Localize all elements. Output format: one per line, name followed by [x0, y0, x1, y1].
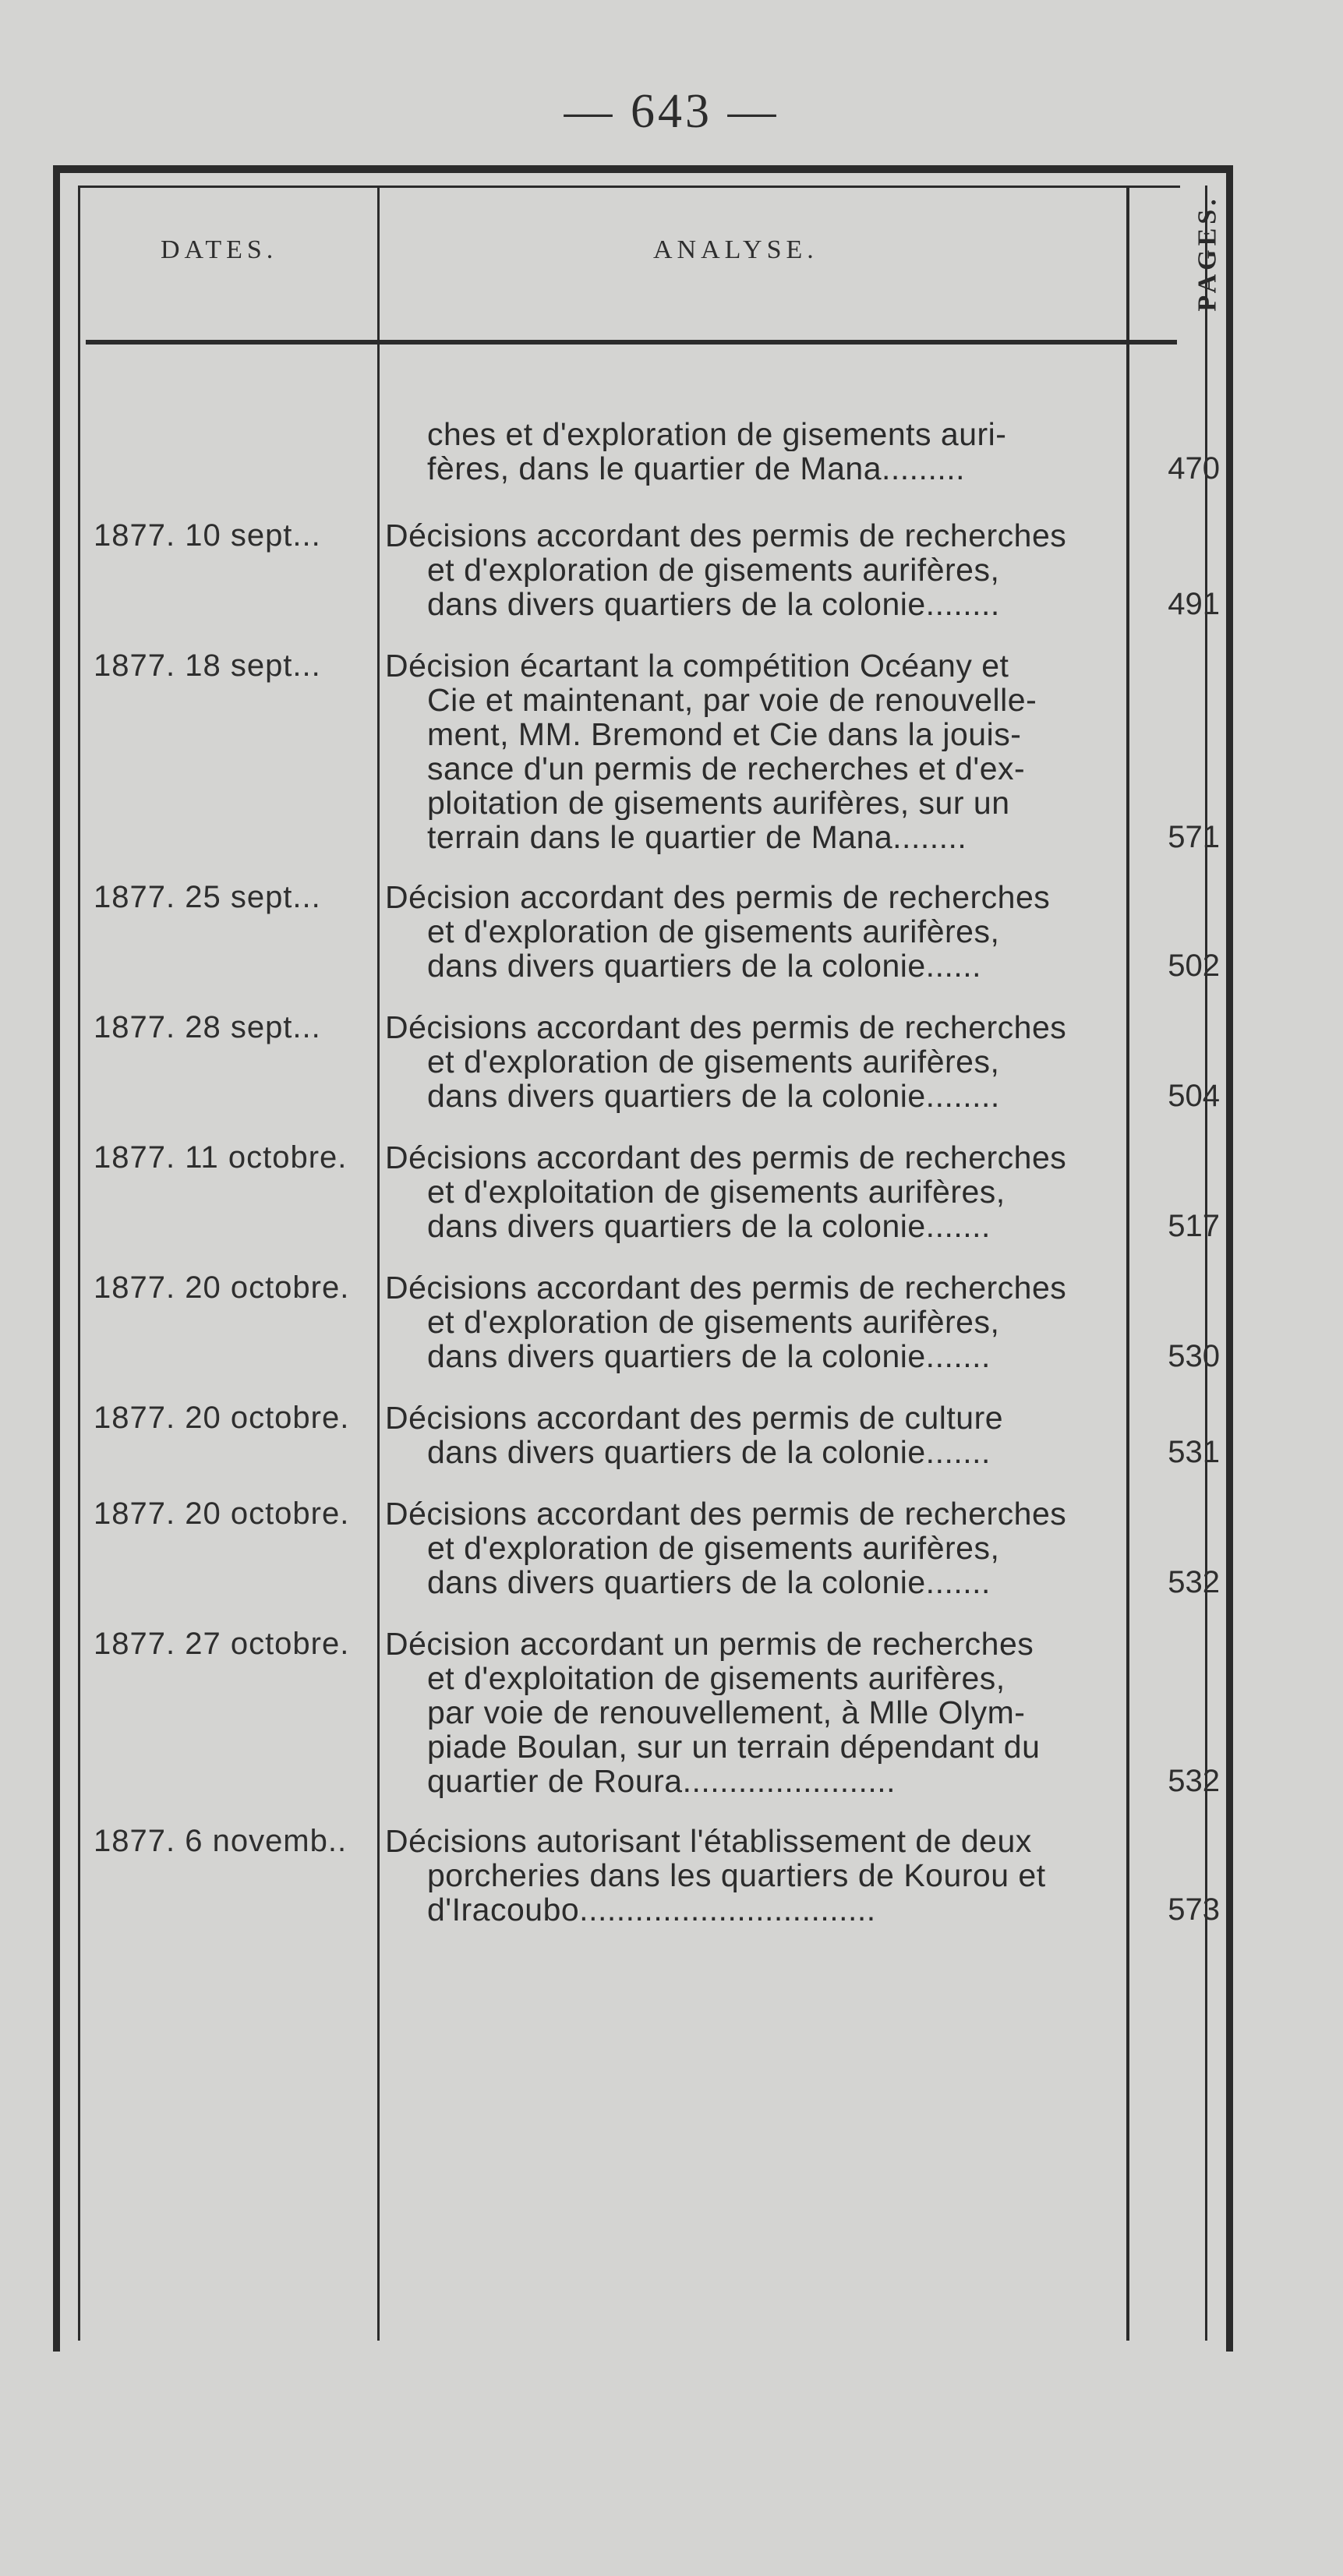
analysis-line: sance d'un permis de recherches et d'ex- — [427, 751, 1026, 786]
column-divider-pages — [1126, 186, 1129, 2341]
entry-analysis — [385, 1140, 1122, 1243]
analysis-line: terrain dans le quartier de Mana........ — [427, 820, 967, 854]
entry-page: 504 — [1168, 1079, 1220, 1113]
analysis-line: fères, dans le quartier de Mana......... — [427, 451, 966, 486]
analysis-line: Décision accordant un permis de recherches — [385, 1627, 1034, 1661]
analysis-line: Cie et maintenant, par voie de renouvelle- — [427, 683, 1037, 717]
entry-date: 1877. 25 sept... — [94, 880, 321, 914]
analysis-line: Décisions accordant des permis de recherches — [385, 1496, 1067, 1531]
analysis-line: et d'exploitation de gisements aurifères, — [427, 1175, 1005, 1209]
analysis-line: Décisions accordant des permis de recherches — [385, 1140, 1067, 1175]
entry-analysis — [385, 880, 1122, 983]
entry-analysis — [385, 1401, 1122, 1469]
frame-left-inner — [78, 186, 80, 2341]
analysis-line: et d'exploration de gisements aurifères, — [427, 1044, 1000, 1079]
entry-page: 532 — [1168, 1764, 1220, 1798]
analysis-line: dans divers quartiers de la colonie....... — [427, 1339, 991, 1373]
analysis-line: Décisions accordant des permis de culture — [385, 1401, 1004, 1435]
frame-right-inner — [1205, 186, 1207, 2341]
analysis-line: porcheries dans les quartiers de Kourou et — [427, 1858, 1046, 1892]
entry-date: 1877. 6 novemb.. — [94, 1824, 348, 1858]
header-rule — [86, 340, 1177, 345]
entry-date: 1877. 11 octobre. — [94, 1140, 348, 1175]
entry-page: 530 — [1168, 1339, 1220, 1373]
analysis-line: par voie de renouvellement, à Mlle Olym- — [427, 1695, 1026, 1730]
entry-analysis — [385, 648, 1122, 854]
analysis-line: Décision accordant des permis de recherches — [385, 880, 1051, 914]
analysis-line: Décisions accordant des permis de recherches — [385, 1010, 1067, 1044]
top-rule-thin — [78, 186, 1180, 188]
frame-left-outer — [53, 165, 60, 2352]
header-pages-label: PAGES. — [1193, 195, 1222, 312]
analysis-line: d'Iracoubo................................ — [427, 1892, 876, 1927]
analysis-line: ches et d'exploration de gisements auri- — [427, 417, 1007, 451]
entry-date: 1877. 20 octobre. — [94, 1401, 350, 1435]
entry-analysis — [385, 1270, 1122, 1373]
entry-date: 1877. 10 sept... — [94, 518, 321, 553]
analysis-line: dans divers quartiers de la colonie....... — [427, 1565, 991, 1599]
entry-date: 1877. 27 octobre. — [94, 1627, 350, 1661]
entry-page: 571 — [1168, 820, 1220, 854]
entry-analysis — [385, 417, 1122, 486]
entry-page: 491 — [1168, 587, 1220, 621]
analysis-line: dans divers quartiers de la colonie...... — [427, 949, 982, 983]
analysis-line: et d'exploration de gisements aurifères, — [427, 1531, 1000, 1565]
entry-page: 531 — [1168, 1435, 1220, 1469]
entry-analysis — [385, 1496, 1122, 1599]
analysis-line: dans divers quartiers de la colonie....... — [427, 1209, 991, 1243]
entry-page: 502 — [1168, 949, 1220, 983]
entry-date: 1877. 28 sept... — [94, 1010, 321, 1044]
analysis-line: dans divers quartiers de la colonie....... — [427, 1435, 991, 1469]
analysis-line: et d'exploration de gisements aurifères, — [427, 1305, 1000, 1339]
analysis-line: Décision écartant la compétition Océany et — [385, 648, 1009, 683]
entry-date: 1877. 20 octobre. — [94, 1496, 350, 1531]
entry-analysis — [385, 1824, 1122, 1927]
entry-analysis — [385, 518, 1122, 621]
page-number: — 643 — — [564, 85, 779, 138]
header-analysis: ANALYSE. — [653, 235, 818, 264]
analysis-line: ploitation de gisements aurifères, sur un — [427, 786, 1010, 820]
analysis-line: piade Boulan, sur un terrain dépendant du — [427, 1730, 1041, 1764]
analysis-line: Décisions accordant des permis de recherches — [385, 1270, 1067, 1305]
header-pages — [1185, 187, 1232, 320]
entry-date: 1877. 18 sept... — [94, 648, 321, 683]
analysis-line: et d'exploration de gisements aurifères, — [427, 553, 1000, 587]
top-rule-thick — [53, 165, 1233, 173]
header-dates: DATES. — [161, 235, 278, 264]
analysis-line: Décisions accordant des permis de recherches — [385, 518, 1067, 553]
analysis-line: et d'exploration de gisements aurifères, — [427, 914, 1000, 949]
analysis-line: ment, MM. Bremond et Cie dans la jouis- — [427, 717, 1022, 751]
entry-date: 1877. 20 octobre. — [94, 1270, 350, 1305]
analysis-line: Décisions autorisant l'établissement de deux — [385, 1824, 1032, 1858]
analysis-line: dans divers quartiers de la colonie........ — [427, 587, 1000, 621]
entry-page: 517 — [1168, 1209, 1220, 1243]
analysis-line: dans divers quartiers de la colonie........ — [427, 1079, 1000, 1113]
analysis-line: et d'exploitation de gisements aurifères, — [427, 1661, 1005, 1695]
column-divider-dates — [377, 186, 380, 2341]
frame-right-outer — [1226, 165, 1233, 2352]
entry-analysis — [385, 1010, 1122, 1113]
entry-page: 573 — [1168, 1892, 1220, 1927]
entry-page: 532 — [1168, 1565, 1220, 1599]
entry-page: 470 — [1168, 451, 1220, 486]
analysis-line: quartier de Roura....................... — [427, 1764, 896, 1798]
entry-analysis — [385, 1627, 1122, 1798]
